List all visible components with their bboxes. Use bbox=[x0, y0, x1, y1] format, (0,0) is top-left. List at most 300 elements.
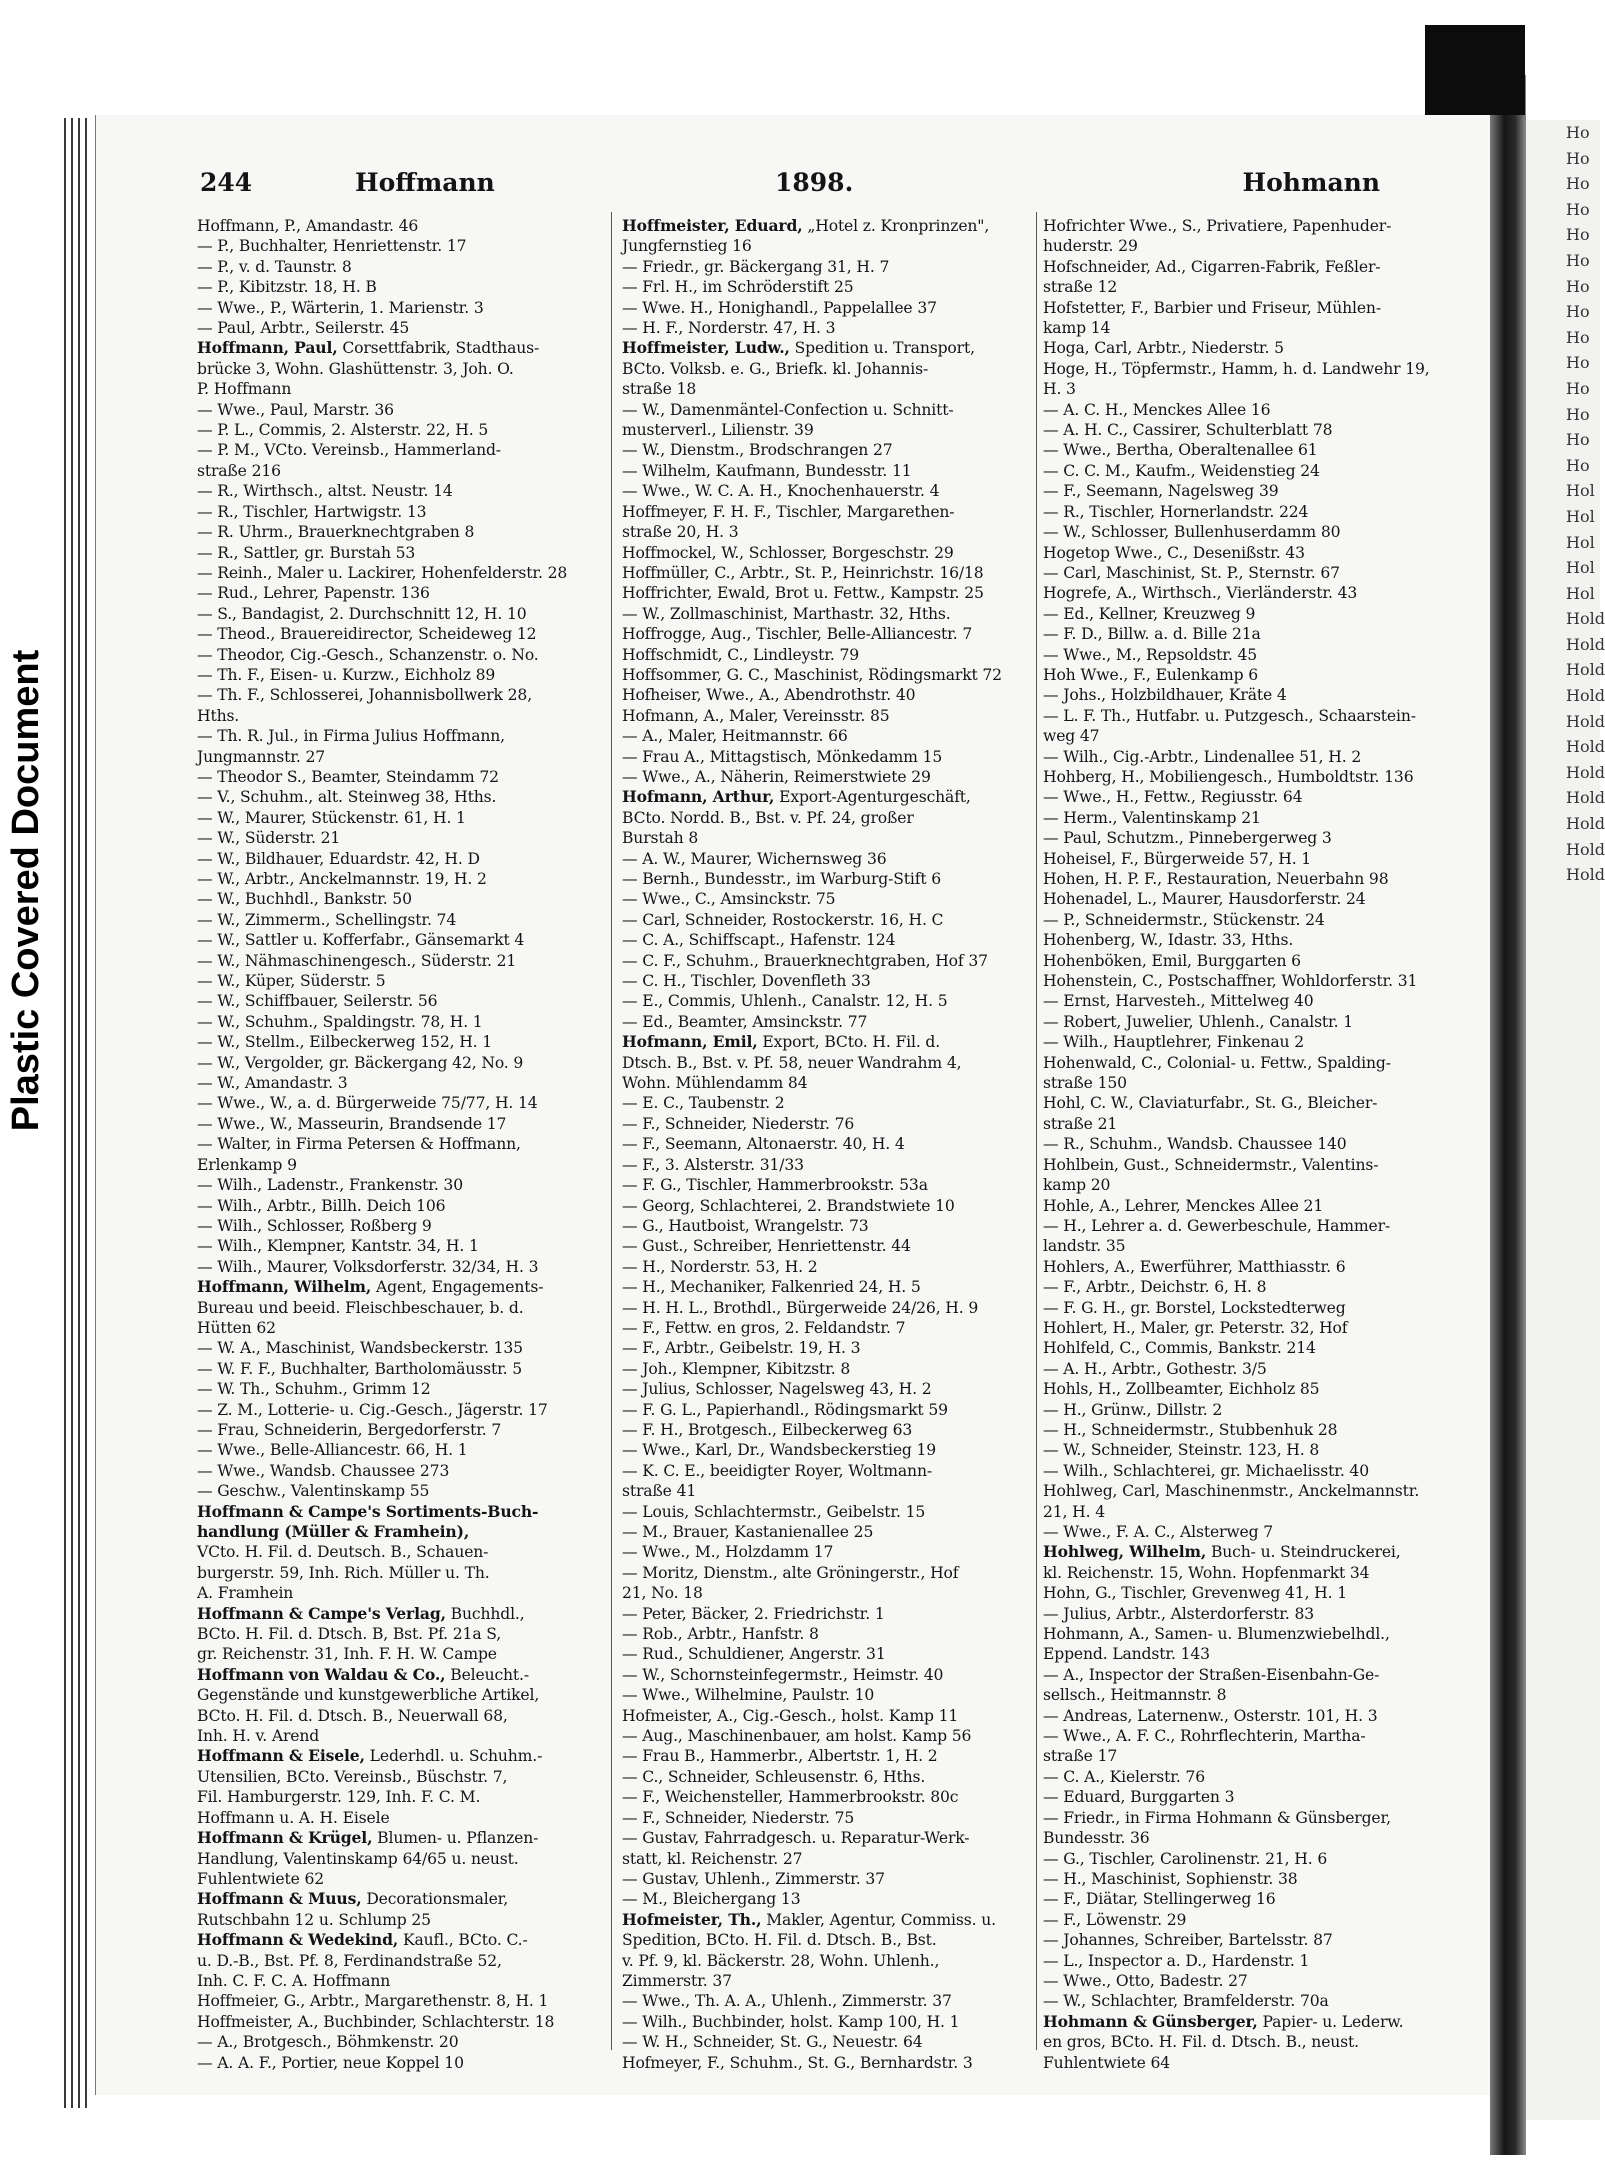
entry-text: Hofstetter, F., Barbier und Friseur, Mühlen- bbox=[1043, 298, 1381, 317]
directory-entry bbox=[622, 951, 1032, 971]
directory-entry bbox=[197, 1644, 595, 1664]
directory-entry bbox=[197, 951, 595, 971]
directory-entry bbox=[622, 1624, 1032, 1644]
directory-entry bbox=[622, 1379, 1032, 1399]
directory-entry bbox=[197, 1808, 595, 1828]
directory-entry bbox=[1043, 1175, 1448, 1195]
directory-entry bbox=[197, 1746, 595, 1766]
entry-name-bold: Hoffmann & Campe's Verlag, bbox=[197, 1603, 446, 1623]
facing-page-fragment: Hold bbox=[1566, 711, 1605, 731]
page-edge-stack bbox=[62, 118, 92, 2108]
entry-text: — A., Maler, Heitmannstr. 66 bbox=[622, 727, 848, 746]
entry-text: — Th. F., Eisen- u. Kurzw., Eichholz 89 bbox=[197, 665, 496, 684]
entry-text: — Ed., Kellner, Kreuzweg 9 bbox=[1043, 604, 1256, 623]
entry-text: — Wilh., Hauptlehrer, Finkenau 2 bbox=[1043, 1033, 1304, 1052]
directory-entry bbox=[622, 1665, 1032, 1685]
directory-entry bbox=[1043, 1359, 1448, 1379]
entry-text: Hohls, H., Zollbeamter, Eichholz 85 bbox=[1043, 1380, 1320, 1399]
directory-entry bbox=[1043, 767, 1448, 787]
entry-text: — Robert, Juwelier, Uhlenh., Canalstr. 1 bbox=[1043, 1012, 1354, 1031]
entry-text: burgerstr. 59, Inh. Rich. Müller u. Th. bbox=[197, 1563, 490, 1582]
directory-entry bbox=[622, 1542, 1032, 1562]
directory-entry bbox=[622, 1216, 1032, 1236]
entry-text: — C. A., Schiffscapt., Hafenstr. 124 bbox=[622, 931, 896, 950]
entry-text: — Reinh., Maler u. Lackirer, Hohenfelderstr. 28 bbox=[197, 563, 568, 582]
entry-text: — H. H. L., Brothdl., Bürgerweide 24/26, H. 9 bbox=[622, 1298, 979, 1317]
entry-text: — W. A., Maschinist, Wandsbeckerstr. 135 bbox=[197, 1339, 523, 1358]
entry-text: — Wwe., Wilhelmine, Paulstr. 10 bbox=[622, 1686, 875, 1705]
entry-text: Hofrichter Wwe., S., Privatiere, Papenhuder- bbox=[1043, 217, 1392, 235]
directory-entry bbox=[197, 1522, 595, 1542]
directory-entry bbox=[622, 1767, 1032, 1787]
entry-text: Hofmeister, A., Cig.-Gesch., holst. Kamp 11 bbox=[622, 1706, 959, 1725]
entry-text: — E. C., Taubenstr. 2 bbox=[622, 1094, 785, 1113]
directory-entry bbox=[622, 318, 1032, 338]
directory-entry bbox=[622, 706, 1032, 726]
directory-entry bbox=[1043, 2012, 1448, 2032]
facing-page-fragment: Ho bbox=[1566, 199, 1590, 219]
directory-entry bbox=[622, 1808, 1032, 1828]
entry-text: — Wwe., M., Holzdamm 17 bbox=[622, 1543, 834, 1562]
directory-entry bbox=[1043, 563, 1448, 583]
directory-entry bbox=[1043, 1216, 1448, 1236]
entry-text: — Wilhelm, Kaufmann, Bundesstr. 11 bbox=[622, 461, 912, 480]
entry-text: Hoffmann, P., Amandastr. 46 bbox=[197, 217, 419, 235]
entry-text: Hohenwald, C., Colonial- u. Fettw., Spalding- bbox=[1043, 1053, 1391, 1072]
entry-text: — Th. F., Schlosserei, Johannisbollwerk 28, bbox=[197, 686, 533, 705]
directory-entry bbox=[197, 1542, 595, 1562]
entry-text: — H., Schneidermstr., Stubbenhuk 28 bbox=[1043, 1420, 1338, 1439]
directory-entry bbox=[197, 991, 595, 1011]
directory-entry bbox=[622, 1359, 1032, 1379]
directory-entry bbox=[622, 1440, 1032, 1460]
directory-entry bbox=[622, 1012, 1032, 1032]
entry-text: Hogetop Wwe., C., Desenißstr. 43 bbox=[1043, 543, 1305, 562]
directory-entry bbox=[197, 2032, 595, 2052]
dark-corner bbox=[1425, 25, 1525, 115]
directory-entry bbox=[197, 563, 595, 583]
entry-text: — P., Buchhalter, Henriettenstr. 17 bbox=[197, 237, 467, 256]
entry-text: Hohl, C. W., Claviaturfabr., St. G., Bleicher- bbox=[1043, 1094, 1378, 1113]
directory-entry bbox=[1043, 1236, 1448, 1256]
directory-entry bbox=[1043, 1706, 1448, 1726]
directory-entry bbox=[1043, 951, 1448, 971]
directory-entry bbox=[197, 1298, 595, 1318]
entry-text: — F. G. L., Papierhandl., Rödingsmarkt 59 bbox=[622, 1400, 948, 1419]
entry-text: — Wwe., Otto, Badestr. 27 bbox=[1043, 1971, 1248, 1990]
directory-entry bbox=[197, 522, 595, 542]
entry-text: — Th. R. Jul., in Firma Julius Hoffmann, bbox=[197, 727, 505, 746]
entry-text: — Wwe., Karl, Dr., Wandsbeckerstieg 19 bbox=[622, 1441, 937, 1460]
directory-entry bbox=[197, 1930, 595, 1950]
directory-entry bbox=[622, 1257, 1032, 1277]
directory-entry bbox=[622, 849, 1032, 869]
entry-text: — P., Schneidermstr., Stückenstr. 24 bbox=[1043, 910, 1325, 929]
directory-entry bbox=[197, 1420, 595, 1440]
facing-page-fragment: Hold bbox=[1566, 686, 1605, 706]
entry-text: Hütten 62 bbox=[197, 1318, 276, 1337]
entry-text: Makler, Agentur, Commiss. u. bbox=[761, 1910, 996, 1929]
entry-text: Hoh Wwe., F., Eulenkamp 6 bbox=[1043, 665, 1259, 684]
side-label bbox=[2, 620, 52, 1160]
directory-entry bbox=[622, 502, 1032, 522]
entry-text: VCto. H. Fil. d. Deutsch. B., Schauen- bbox=[197, 1543, 489, 1562]
directory-entry bbox=[1043, 869, 1448, 889]
entry-text: — G., Hautboist, Wrangelstr. 73 bbox=[622, 1216, 869, 1235]
directory-entry bbox=[1043, 2032, 1448, 2052]
facing-page-fragment: Ho bbox=[1566, 250, 1590, 270]
directory-entry bbox=[1043, 1114, 1448, 1134]
directory-entry bbox=[622, 787, 1032, 807]
entry-text: musterverl., Lilienstr. 39 bbox=[622, 421, 814, 440]
directory-entry bbox=[197, 910, 595, 930]
directory-entry bbox=[1043, 1502, 1448, 1522]
entry-text: — G., Tischler, Carolinenstr. 21, H. 6 bbox=[1043, 1849, 1328, 1868]
directory-entry bbox=[622, 1583, 1032, 1603]
directory-entry bbox=[1043, 1073, 1448, 1093]
entry-text: — H., Maschinist, Sophienstr. 38 bbox=[1043, 1869, 1298, 1888]
entry-text: Buch- u. Steindruckerei, bbox=[1206, 1543, 1401, 1562]
entry-text: — W., Buchhdl., Bankstr. 50 bbox=[197, 890, 412, 909]
entry-text: — Wwe., Th. A. A., Uhlenh., Zimmerstr. 37 bbox=[622, 1992, 952, 2011]
directory-entry bbox=[622, 481, 1032, 501]
entry-text: — Johannes, Schreiber, Bartelsstr. 87 bbox=[1043, 1931, 1333, 1950]
entry-text: — Johs., Holzbildhauer, Kräte 4 bbox=[1043, 686, 1287, 705]
directory-entry bbox=[622, 1461, 1032, 1481]
directory-entry bbox=[1043, 1787, 1448, 1807]
entry-text: — Wilh., Maurer, Volksdorferstr. 32/34, H. 3 bbox=[197, 1257, 539, 1276]
directory-entry bbox=[1043, 1583, 1448, 1603]
entry-text: — F., Seemann, Nagelsweg 39 bbox=[1043, 482, 1279, 501]
directory-entry bbox=[622, 1746, 1032, 1766]
entry-text: Kaufl., BCto. C.- bbox=[398, 1931, 528, 1950]
entry-text: — H., Grünw., Dillstr. 2 bbox=[1043, 1400, 1223, 1419]
entry-name-bold: Hohmann & Günsberger, bbox=[1043, 2011, 1258, 2031]
directory-entry bbox=[1043, 1889, 1448, 1909]
directory-entry bbox=[197, 1665, 595, 1685]
entry-text: — Wwe. H., Honighandl., Pappelallee 37 bbox=[622, 298, 937, 317]
facing-page-fragment: Hold bbox=[1566, 609, 1605, 629]
directory-entry bbox=[197, 1359, 595, 1379]
directory-entry bbox=[1043, 1400, 1448, 1420]
entry-text: — Friedr., in Firma Hohmann & Günsberger, bbox=[1043, 1808, 1391, 1827]
entry-text: — Rob., Arbtr., Hanfstr. 8 bbox=[622, 1625, 819, 1644]
directory-entry bbox=[1043, 1257, 1448, 1277]
entry-text: Gegenstände und kunstgewerbliche Artikel, bbox=[197, 1686, 540, 1705]
directory-entry bbox=[197, 1032, 595, 1052]
entry-text: — Wilh., Klempner, Kantstr. 34, H. 1 bbox=[197, 1237, 479, 1256]
entry-name-bold: Hofmann, Arthur, bbox=[622, 787, 775, 807]
directory-entry bbox=[1043, 1338, 1448, 1358]
directory-entry bbox=[197, 1318, 595, 1338]
directory-entry bbox=[197, 298, 595, 318]
entry-text: — L. F. Th., Hutfabr. u. Putzgesch., Schaarstein- bbox=[1043, 706, 1416, 725]
entry-text: Jungfernstieg 16 bbox=[622, 237, 752, 256]
entry-text: — C., Schneider, Schleusenstr. 6, Hths. bbox=[622, 1767, 926, 1786]
directory-entry bbox=[1043, 1298, 1448, 1318]
entry-text: Hohenberg, W., Idastr. 33, Hths. bbox=[1043, 931, 1294, 950]
entry-text: Spedition, BCto. H. Fil. d. Dtsch. B., Bst. bbox=[622, 1931, 937, 1950]
directory-entry bbox=[1043, 930, 1448, 950]
directory-entry bbox=[197, 1461, 595, 1481]
directory-entry bbox=[622, 1930, 1032, 1950]
directory-entry bbox=[1043, 1196, 1448, 1216]
directory-entry bbox=[197, 502, 595, 522]
entry-text: — Wwe., Wandsb. Chaussee 273 bbox=[197, 1461, 450, 1480]
directory-entry bbox=[197, 318, 595, 338]
directory-entry bbox=[197, 461, 595, 481]
entry-name-bold: Hoffmeister, Ludw., bbox=[622, 338, 790, 358]
directory-entry bbox=[622, 1563, 1032, 1583]
directory-entry bbox=[1043, 1828, 1448, 1848]
directory-entry bbox=[197, 481, 595, 501]
entry-text: Corsettfabrik, Stadthaus- bbox=[337, 339, 540, 358]
directory-entry bbox=[622, 1787, 1032, 1807]
entry-text: Bureau und beeid. Fleischbeschauer, b. d. bbox=[197, 1298, 524, 1317]
directory-entry bbox=[197, 216, 595, 236]
entry-text: — Wwe., M., Repsoldstr. 45 bbox=[1043, 645, 1258, 664]
facing-page-edge bbox=[1526, 120, 1605, 2120]
entry-text: — M., Bleichergang 13 bbox=[622, 1890, 801, 1909]
directory-entry bbox=[197, 2012, 595, 2032]
entry-text: — P., Kibitzstr. 18, H. B bbox=[197, 278, 377, 297]
entry-text: — Rud., Lehrer, Papenstr. 136 bbox=[197, 584, 430, 603]
directory-entry bbox=[1043, 216, 1448, 236]
entry-text: — A., Brotgesch., Böhmkenstr. 20 bbox=[197, 2033, 459, 2052]
entry-text: — Georg, Schlachterei, 2. Brandstwiete 10 bbox=[622, 1196, 955, 1215]
entry-text: — M., Brauer, Kastanienallee 25 bbox=[622, 1523, 874, 1541]
directory-entry bbox=[622, 1481, 1032, 1501]
entry-text: — R., Schuhm., Wandsb. Chaussee 140 bbox=[1043, 1135, 1347, 1154]
directory-entry bbox=[1043, 1951, 1448, 1971]
entry-text: — Gust., Schreiber, Henriettenstr. 44 bbox=[622, 1237, 911, 1256]
directory-entry bbox=[197, 1073, 595, 1093]
entry-text: Burstah 8 bbox=[622, 829, 699, 848]
directory-entry bbox=[197, 971, 595, 991]
directory-entry bbox=[197, 1991, 595, 2011]
directory-entry bbox=[1043, 236, 1448, 256]
entry-text: — F. G., Tischler, Hammerbrookstr. 53a bbox=[622, 1176, 928, 1195]
entry-text: — F., Schneider, Niederstr. 75 bbox=[622, 1808, 855, 1827]
entry-text: H. 3 bbox=[1043, 380, 1076, 399]
entry-text: — Carl, Schneider, Rostockerstr. 16, H. C bbox=[622, 910, 944, 929]
entry-text: — Wilh., Cig.-Arbtr., Lindenallee 51, H. 2 bbox=[1043, 747, 1362, 766]
directory-entry bbox=[622, 828, 1032, 848]
directory-entry bbox=[622, 1522, 1032, 1542]
directory-entry bbox=[197, 1440, 595, 1460]
directory-entry bbox=[622, 1114, 1032, 1134]
entry-text: Export-Agenturgeschäft, bbox=[774, 788, 971, 807]
directory-entry bbox=[1043, 400, 1448, 420]
directory-entry bbox=[622, 1849, 1032, 1869]
entry-text: — Walter, in Firma Petersen & Hoffmann, bbox=[197, 1135, 521, 1154]
directory-entry bbox=[1043, 481, 1448, 501]
entry-text: Handlung, Valentinskamp 64/65 u. neust. bbox=[197, 1849, 519, 1868]
entry-name-bold: Hoffmann & Muus, bbox=[197, 1889, 362, 1909]
directory-entry bbox=[1043, 1726, 1448, 1746]
entry-text: Hogrefe, A., Wirthsch., Vierländerstr. 43 bbox=[1043, 584, 1358, 603]
entry-text: — Paul, Schutzm., Pinnebergerweg 3 bbox=[1043, 829, 1332, 848]
facing-page-fragment: Ho bbox=[1566, 430, 1590, 450]
directory-entry bbox=[1043, 1604, 1448, 1624]
entry-text: A. Framhein bbox=[197, 1584, 294, 1603]
directory-entry bbox=[197, 930, 595, 950]
entry-text: Hohlert, H., Maler, gr. Peterstr. 32, Hof bbox=[1043, 1318, 1348, 1337]
directory-entry bbox=[1043, 1808, 1448, 1828]
facing-page-fragment: Hold bbox=[1566, 737, 1605, 757]
entry-text: Hoffmüller, C., Arbtr., St. P., Heinrichstr. 16/18 bbox=[622, 563, 984, 582]
entry-text: — Peter, Bäcker, 2. Friedrichstr. 1 bbox=[622, 1604, 885, 1623]
entry-text: — Bernh., Bundesstr., im Warburg-Stift 6 bbox=[622, 870, 942, 888]
directory-entry bbox=[622, 1277, 1032, 1297]
entry-text: — K. C. E., beeidigter Royer, Woltmann- bbox=[622, 1461, 932, 1480]
directory-entry bbox=[197, 1012, 595, 1032]
facing-page-fragment: Hol bbox=[1566, 532, 1595, 552]
entry-text: kamp 20 bbox=[1043, 1176, 1111, 1195]
entry-name-bold: Hohlweg, Wilhelm, bbox=[1043, 1542, 1207, 1562]
entry-text: — Wilh., Ladenstr., Frankenstr. 30 bbox=[197, 1176, 463, 1195]
entry-text: — W., Dienstm., Brodschrangen 27 bbox=[622, 441, 893, 460]
entry-text: — W., Küper, Süderstr. 5 bbox=[197, 972, 386, 991]
entry-text: — W., Schiffbauer, Seilerstr. 56 bbox=[197, 992, 438, 1011]
entry-text: landstr. 35 bbox=[1043, 1237, 1126, 1256]
directory-entry bbox=[1043, 1012, 1448, 1032]
directory-entry bbox=[1043, 971, 1448, 991]
entry-text: Erlenkamp 9 bbox=[197, 1155, 297, 1174]
side-label-text: Plastic Covered Document bbox=[5, 649, 48, 1131]
entry-text: gr. Reichenstr. 31, Inh. F. H. W. Campe bbox=[197, 1645, 497, 1664]
directory-entry bbox=[622, 1706, 1032, 1726]
entry-text: Blumen- u. Pflanzen- bbox=[372, 1829, 539, 1848]
directory-entry bbox=[1043, 747, 1448, 767]
directory-entry bbox=[622, 1032, 1032, 1052]
directory-entry bbox=[1043, 685, 1448, 705]
entry-text: Hoffmann u. A. H. Eisele bbox=[197, 1808, 390, 1827]
directory-entry bbox=[622, 461, 1032, 481]
entry-name-bold: Hofmeister, Th., bbox=[622, 1909, 762, 1929]
entry-text: — R., Wirthsch., altst. Neustr. 14 bbox=[197, 482, 453, 501]
entry-text: — A. C. H., Menckes Allee 16 bbox=[1043, 400, 1271, 419]
column-rule bbox=[1036, 212, 1037, 2050]
directory-entry bbox=[197, 808, 595, 828]
directory-entry bbox=[1043, 1318, 1448, 1338]
facing-page-fragment: Ho bbox=[1566, 225, 1590, 245]
entry-text: Hoffmockel, W., Schlosser, Borgeschstr. 29 bbox=[622, 543, 954, 562]
facing-page-fragment: Ho bbox=[1566, 327, 1590, 347]
directory-entry bbox=[1043, 543, 1448, 563]
facing-page-fragment: Hold bbox=[1566, 839, 1605, 859]
facing-page-fragment: Hold bbox=[1566, 660, 1605, 680]
entry-text: Agent, Engagements- bbox=[371, 1278, 544, 1297]
facing-page-fragment: Ho bbox=[1566, 378, 1590, 398]
directory-entry bbox=[1043, 910, 1448, 930]
entry-text: weg 47 bbox=[1043, 727, 1100, 746]
directory-entry bbox=[1043, 645, 1448, 665]
directory-entry bbox=[197, 1624, 595, 1644]
entry-text: 21, No. 18 bbox=[622, 1584, 703, 1603]
directory-entry bbox=[622, 665, 1032, 685]
directory-entry bbox=[622, 1502, 1032, 1522]
directory-entry bbox=[622, 379, 1032, 399]
directory-entry bbox=[1043, 889, 1448, 909]
entry-text: — A. H. C., Cassirer, Schulterblatt 78 bbox=[1043, 421, 1333, 440]
entry-text: straße 150 bbox=[1043, 1074, 1127, 1093]
book-gutter bbox=[1490, 75, 1526, 2155]
directory-entry bbox=[1043, 2053, 1448, 2073]
entry-text: — Wwe., Bertha, Oberaltenallee 61 bbox=[1043, 441, 1318, 460]
left-heading: Hoffmann bbox=[355, 168, 495, 197]
entry-text: straße 41 bbox=[622, 1482, 697, 1501]
entry-text: — Wwe., W. C. A. H., Knochenhauerstr. 4 bbox=[622, 482, 940, 501]
directory-entry bbox=[622, 1134, 1032, 1154]
directory-entry bbox=[197, 1481, 595, 1501]
directory-entry bbox=[1043, 1155, 1448, 1175]
directory-entry bbox=[622, 624, 1032, 644]
entry-text: Fil. Hamburgerstr. 129, Inh. F. C. M. bbox=[197, 1788, 481, 1807]
entry-text: — F., Arbtr., Geibelstr. 19, H. 3 bbox=[622, 1339, 861, 1358]
column-right bbox=[1043, 216, 1448, 2072]
directory-entry bbox=[1043, 991, 1448, 1011]
entry-text: — Paul, Arbtr., Seilerstr. 45 bbox=[197, 319, 410, 338]
entry-text: „Hotel z. Kronprinzen", bbox=[802, 217, 990, 235]
entry-name-bold: Hoffmeister, Eduard, bbox=[622, 216, 803, 235]
entry-text: — Moritz, Dienstm., alte Gröningerstr., Hof bbox=[622, 1563, 959, 1582]
directory-entry bbox=[197, 1257, 595, 1277]
entry-text: Decorationsmaler, bbox=[361, 1890, 509, 1909]
directory-entry bbox=[197, 828, 595, 848]
entry-text: Hohlbein, Gust., Schneidermstr., Valentins- bbox=[1043, 1155, 1379, 1174]
entry-text: brücke 3, Wohn. Glashüttenstr. 3, Joh. O. bbox=[197, 359, 514, 378]
directory-entry bbox=[622, 1685, 1032, 1705]
directory-entry bbox=[1043, 1420, 1448, 1440]
directory-entry bbox=[197, 257, 595, 277]
directory-entry bbox=[622, 1155, 1032, 1175]
facing-page-fragment: Ho bbox=[1566, 276, 1590, 296]
entry-text: Hohn, G., Tischler, Grevenweg 41, H. 1 bbox=[1043, 1584, 1348, 1603]
entry-text: straße 20, H. 3 bbox=[622, 523, 739, 542]
directory-entry bbox=[197, 1277, 595, 1297]
directory-entry bbox=[197, 1379, 595, 1399]
directory-entry bbox=[197, 440, 595, 460]
directory-entry bbox=[622, 1400, 1032, 1420]
entry-text: Hoheisel, F., Bürgerweide 57, H. 1 bbox=[1043, 849, 1312, 868]
directory-entry bbox=[197, 379, 595, 399]
entry-text: — W., Schornsteinfegermstr., Heimstr. 40 bbox=[622, 1665, 944, 1684]
directory-entry bbox=[1043, 1093, 1448, 1113]
entry-name-bold: Hoffmann & Wedekind, bbox=[197, 1930, 399, 1950]
entry-text: Rutschbahn 12 u. Schlump 25 bbox=[197, 1910, 431, 1929]
entry-text: straße 12 bbox=[1043, 278, 1118, 297]
directory-entry bbox=[622, 971, 1032, 991]
facing-page-fragment: Hold bbox=[1566, 762, 1605, 782]
entry-name-bold: Hoffmann, Paul, bbox=[197, 338, 338, 358]
directory-entry bbox=[622, 930, 1032, 950]
directory-entry bbox=[622, 1869, 1032, 1889]
directory-entry bbox=[197, 400, 595, 420]
directory-entry bbox=[1043, 1542, 1448, 1562]
entry-text: — W., Arbtr., Anckelmannstr. 19, H. 2 bbox=[197, 870, 487, 888]
entry-text: Hofmann, A., Maler, Vereinsstr. 85 bbox=[622, 706, 890, 725]
directory-entry bbox=[1043, 1461, 1448, 1481]
entry-text: — W. F. F., Buchhalter, Bartholomäusstr. 5 bbox=[197, 1359, 523, 1378]
directory-entry bbox=[197, 1685, 595, 1705]
entry-text: — F., Diätar, Stellingerweg 16 bbox=[1043, 1890, 1276, 1909]
entry-text: — R., Tischler, Hornerlandstr. 224 bbox=[1043, 502, 1309, 521]
entry-text: — W., Bildhauer, Eduardstr. 42, H. D bbox=[197, 849, 480, 868]
directory-entry bbox=[197, 665, 595, 685]
directory-entry bbox=[1043, 665, 1448, 685]
entry-text: — Wwe., P., Wärterin, 1. Marienstr. 3 bbox=[197, 298, 484, 317]
